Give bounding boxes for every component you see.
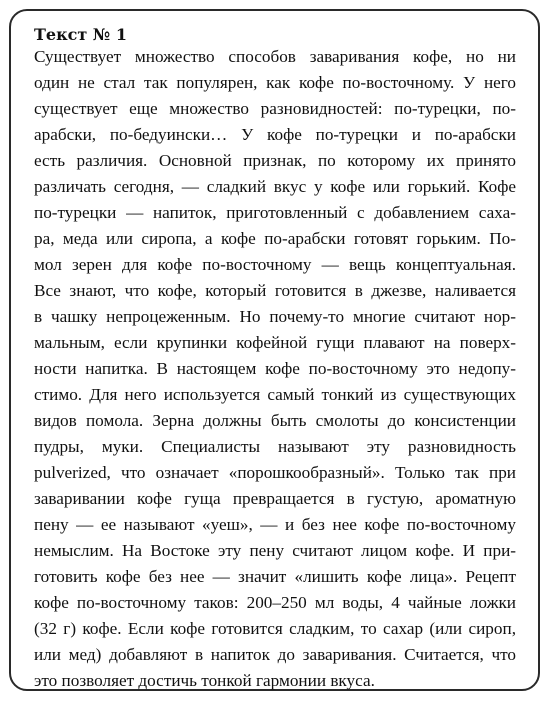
text-line: заваривании кофе гуща превращается в густую, ароматную: [34, 489, 516, 508]
text-line-last: это позволяет достичь тонкой гармонии вкуса.: [34, 671, 375, 690]
text-line: различать сегодня, — сладкий вкус у кофе или горький. Кофе: [34, 177, 516, 196]
text-line: Все знают, что кофе, который готовится в джезве, наливается: [34, 281, 516, 300]
text-line: или мед) добавляют в напиток до заваривания. Считается, что: [34, 645, 516, 664]
text-line: Существует множество способов заваривания кофе, но ни: [34, 47, 516, 66]
text-line: существует еще множество разновидностей: по-турецки, по-: [34, 99, 516, 118]
text-line: в чашку непроцеженным. Но почему-то многие считают нор-: [34, 307, 516, 326]
document-title: Текст № 1: [34, 25, 127, 44]
text-line: есть различия. Основной признак, по которому их принято: [34, 151, 516, 170]
text-line: (32 г) кофе. Если кофе готовится сладким, то сахар (или сироп,: [34, 619, 516, 638]
text-line: кофе по-восточному таков: 200–250 мл воды, 4 чайные ложки: [34, 593, 516, 612]
text-line: готовить кофе без нее — значит «лишить кофе лица». Рецепт: [34, 567, 516, 586]
text-line: видов помола. Зерна должны быть смолоты до консистенции: [34, 411, 516, 430]
text-line: арабски, по-бедуински… У кофе по-турецки и по-арабски: [34, 125, 516, 144]
text-line: ра, меда или сиропа, а кофе по-арабски готовят горьким. По-: [34, 229, 516, 248]
body-text: [34, 44, 516, 694]
text-line: pulverized, что означает «порошкообразный». Только так при: [34, 463, 516, 482]
text-line: мол зерен для кофе по-восточному — вещь концептуальная.: [34, 255, 516, 274]
text-line: мальным, если крупинки кофейной гущи плавают на поверх-: [34, 333, 516, 352]
text-line: пудры, муки. Специалисты называют эту разновидность: [34, 437, 516, 456]
text-line: немыслим. На Востоке эту пену считают лицом кофе. И при-: [34, 541, 516, 560]
text-line: стимо. Для него используется самый тонкий из существующих: [34, 385, 516, 404]
text-line: ности напитка. В настоящем кофе по-восточному это недопу-: [34, 359, 516, 378]
text-line: пену — ее называют «уеш», — и без нее кофе по-восточному: [34, 515, 516, 534]
text-line: один не стал так популярен, как кофе по-восточному. У него: [34, 73, 516, 92]
text-line: по-турецки — напиток, приготовленный с добавлением саха-: [34, 203, 516, 222]
